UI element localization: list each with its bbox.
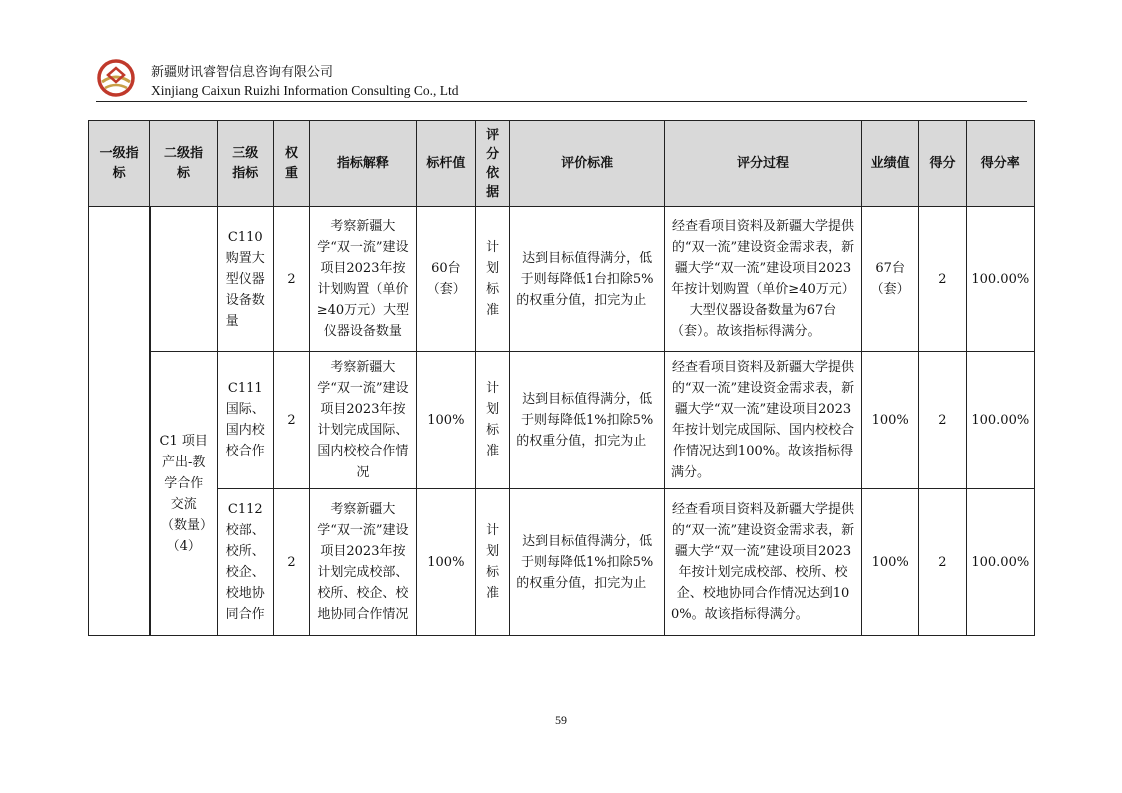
benchmark-cell: 60台（套）: [416, 207, 475, 352]
page-header: [96, 56, 1026, 102]
score-cell: 2: [919, 207, 966, 352]
criteria-cell: 达到目标值得满分，低于则每降低1%扣除5%的权重分值，扣完为止: [510, 489, 665, 636]
table-header-row: [89, 121, 1035, 207]
explanation-cell: 考察新疆大学“双一流”建设项目2023年按计划完成校部、校所、校企、校地协同合作情况: [310, 489, 417, 636]
basis-cell: 计划标准: [476, 352, 510, 489]
process-cell: 经查看项目资料及新疆大学提供的“双一流”建设资金需求表，新疆大学“双一流”建设项目2023年按计划完成校部、校所、校企、校地协同合作情况达到100%。故该指标得满分。: [665, 489, 862, 636]
benchmark-cell: 100%: [416, 489, 475, 636]
company-name-cn: 新疆财讯睿智信息咨询有限公司: [151, 65, 334, 80]
level3-cell: C110 购置大型仪器设备数量: [217, 207, 273, 352]
basis-cell: 计划标准: [476, 207, 510, 352]
actual-cell: 100%: [862, 489, 919, 636]
company-name-en: Xinjiang Caixun Ruizhi Information Consulting Co., Ltd: [151, 83, 459, 98]
header-level2: 二级指标: [150, 121, 217, 207]
header-divider: [96, 101, 1027, 102]
process-cell: 经查看项目资料及新疆大学提供的“双一流”建设资金需求表，新疆大学“双一流”建设项目2023年按计划完成国际、国内校校合作情况达到100%。故该指标得满分。: [665, 352, 862, 489]
benchmark-cell: 100%: [416, 352, 475, 489]
level2-cell: C1 项目产出-教学合作交流（数量）（4）: [150, 352, 217, 636]
criteria-cell: 达到目标值得满分，低于则每降低1%扣除5%的权重分值，扣完为止: [510, 352, 665, 489]
header-score: 得分: [919, 121, 966, 207]
company-logo-icon: [96, 58, 136, 98]
basis-cell: 计划标准: [476, 489, 510, 636]
header-actual: 业绩值: [862, 121, 919, 207]
header-explanation: 指标解释: [310, 121, 417, 207]
header-level1: 一级指标: [89, 121, 150, 207]
explanation-cell: 考察新疆大学“双一流”建设项目2023年按计划购置（单价≥40万元）大型仪器设备数量: [310, 207, 417, 352]
evaluation-table: [88, 120, 1035, 636]
table-row: [89, 489, 1035, 636]
table-row: [89, 207, 1035, 352]
score-cell: 2: [919, 352, 966, 489]
header-benchmark: 标杆值: [416, 121, 475, 207]
actual-cell: 100%: [862, 352, 919, 489]
actual-cell: 67台（套）: [862, 207, 919, 352]
rate-cell: 100.00%: [966, 207, 1034, 352]
header-weight: 权重: [273, 121, 309, 207]
level2-cell-empty: [150, 207, 217, 352]
table-row: [89, 352, 1035, 489]
level1-cell: [89, 207, 150, 636]
weight-cell: 2: [273, 352, 309, 489]
rate-cell: 100.00%: [966, 352, 1034, 489]
weight-cell: 2: [273, 489, 309, 636]
rate-cell: 100.00%: [966, 489, 1034, 636]
weight-cell: 2: [273, 207, 309, 352]
criteria-cell: 达到目标值得满分，低于则每降低1台扣除5%的权重分值，扣完为止: [510, 207, 665, 352]
header-process: 评分过程: [665, 121, 862, 207]
page-number: 59: [555, 713, 567, 727]
level3-cell: C112 校部、校所、校企、校地协同合作: [217, 489, 273, 636]
score-cell: 2: [919, 489, 966, 636]
header-rate: 得分率: [966, 121, 1034, 207]
header-level3: 三级指标: [217, 121, 273, 207]
header-criteria: 评价标准: [510, 121, 665, 207]
level3-cell: C111 国际、国内校校合作: [217, 352, 273, 489]
process-cell: 经查看项目资料及新疆大学提供的“双一流”建设资金需求表，新疆大学“双一流”建设项目2023年按计划购置（单价≥40万元）大型仪器设备数量为67台（套）。故该指标得满分。: [665, 207, 862, 352]
header-basis: 评分依据: [476, 121, 510, 207]
explanation-cell: 考察新疆大学“双一流”建设项目2023年按计划完成国际、国内校校合作情况: [310, 352, 417, 489]
